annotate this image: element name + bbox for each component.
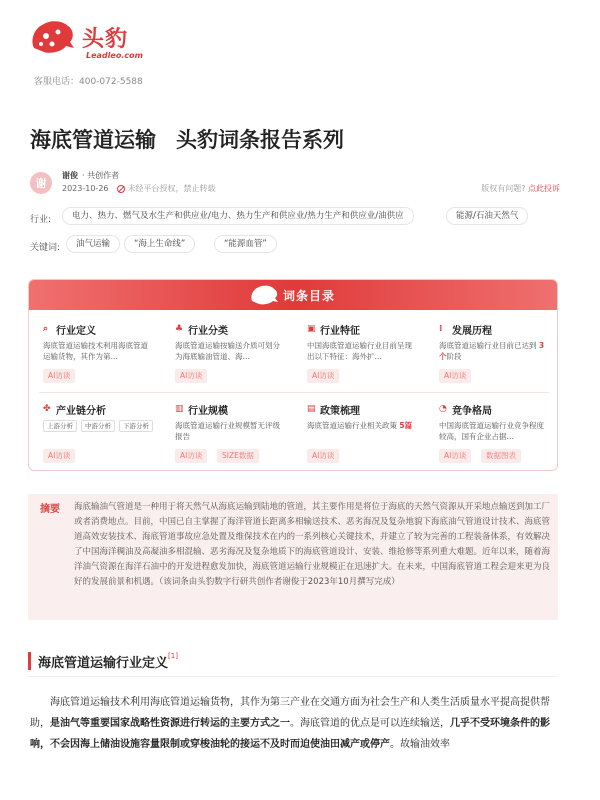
ai-interview-tag[interactable]: AI访谈 [175,449,207,463]
hierarchy-icon: ♣ [175,324,184,334]
meta-line [62,183,216,194]
search-doc-icon: ⌕ [43,324,49,334]
ai-interview-tag[interactable]: AI访谈 [307,369,339,383]
abstract-box [28,494,558,620]
industry-tag[interactable]: 电力、热力、燃气及水生产和供应业/电力、热力生产和供应业/热力生产和供应业/油供应 [62,207,414,225]
midstream-tag[interactable]: 中游分析 [81,420,115,432]
downstream-tag[interactable]: 下游分析 [119,420,153,432]
title-series: 头豹词条报告系列 [176,128,344,152]
brand-domain: Leadleo.com [86,51,143,60]
section-divider [28,676,558,677]
copyright-notice [481,183,560,194]
catalog-item-features[interactable]: ▣ 行业特征 中国海底管道运输行业目前呈现出以下特征：海外扩… AI访谈 [293,312,425,392]
ai-interview-tag[interactable]: AI访谈 [43,369,75,383]
grid-icon: ▣ [307,324,316,334]
industry-tag[interactable]: 能源/石油天然气 [446,207,528,225]
author-line [62,170,119,181]
page-title [30,124,364,154]
hotline-text: 客服电话：400-072-5588 [34,77,143,87]
industry-label: 行业: [30,215,52,225]
section-marker [28,652,31,670]
section-title: 海底管道运输行业定义[1] [38,652,178,671]
keywords-label: 关键词: [30,243,61,253]
upstream-tag[interactable]: 上游分析 [43,420,77,432]
leopard-logo-icon [28,18,76,58]
abstract-label: 摘要 [40,504,60,515]
leopard-catalog-icon [249,284,279,306]
catalog-item-scale[interactable]: ▥ 行业规模 海底管道运输行业规模暂无评级报告 AI访谈 SIZE数据 [161,392,293,471]
avatar: 谢 [30,172,52,194]
document-icon: ▤ [307,404,316,414]
pie-chart-icon: ◔ [439,404,447,414]
keyword-tag[interactable]: “海上生命线” [124,235,195,253]
catalog-item-definition[interactable]: ⌕ 行业定义 海底管道运输技术利用海底管道运输货物，其作为第… AI访谈 [29,312,161,392]
catalog-header [29,280,558,310]
reference-mark[interactable]: [1] [168,652,178,660]
keyword-tag[interactable]: “能源血管” [214,235,277,253]
catalog-panel [28,279,558,471]
copyright-question: 版权有问题? [481,184,526,193]
ai-interview-tag[interactable]: AI访谈 [175,369,207,383]
ai-interview-tag[interactable]: AI访谈 [439,369,471,383]
catalog-item-policy[interactable]: ▤ 政策梳理 海底管道运输行业相关政策 5篇 AI访谈 [293,392,425,471]
title-main: 海底管道运输 [30,128,156,152]
catalog-title: 词条目录 [283,289,336,303]
bar-chart-icon: ▥ [175,404,184,414]
ai-interview-tag[interactable]: AI访谈 [439,449,471,463]
size-data-tag[interactable]: SIZE数据 [217,449,259,463]
complaint-link[interactable]: 点此投诉 [528,184,560,193]
publish-date: 2023-10-26 [62,184,109,193]
keyword-tag[interactable]: 油气运输 [66,235,120,253]
ai-interview-tag[interactable]: AI访谈 [43,449,75,463]
timeline-icon: ⁞ [439,324,443,334]
author-name[interactable]: 谢俊 [62,171,78,180]
brand-name: 头豹 [82,27,129,52]
catalog-item-history[interactable]: ⁞ 发展历程 海底管道运输行业目前已达到 3个阶段 AI访谈 [425,312,557,392]
chain-icon: ✤ [43,404,51,414]
ai-interview-tag[interactable]: AI访谈 [307,449,339,463]
data-chart-tag[interactable]: 数据图表 [481,449,521,463]
forbidden-icon [117,185,125,193]
catalog-item-chain[interactable]: ✤ 产业链分析 上游分析 中游分析 下游分析 AI访谈 [29,392,161,471]
reprint-notice: 未经平台授权，禁止转载 [127,184,216,193]
abstract-text: 海底输油气管道是一种用于将天然气从海底运输到陆地的管道，其主要作用是将位于海底的天然气资源从开采地点输送到加工厂或者消费地点。目前，中国已自主掌握了海洋管道长距离多相输送技术、恶劣海况及复杂地貌下海底油气管道设计技术、海底管道高效安装技术、海底管道事故应急处置及维保技术在内的一系列核心关键技术，并建立了较为完善的工程装备体系，有效解决了中国海洋稠油及高凝油多相混输、恶劣海况及复杂地质下的海底管道设计、安装、维抢修等系列重大难题。近年以来，随着海洋油气资源在海洋石油中的开发进程愈发加快，海底管道运输行业规模正在迅速扩大。在未来，中国海底管道工程会迎来更为良好的发展前景和机遇。（该词条由头豹数字行研共创作者谢俊于2023年10月撰写完成） [74,502,551,587]
catalog-item-competition[interactable]: ◔ 竞争格局 中国海底管道运输行业竞争程度较高，国有企业占据… AI访谈 数据图表 [425,392,557,471]
author-role: · 共创作者 [82,171,120,180]
section-paragraph: 海底管道运输技术利用海底管道运输货物，其作为第三产业在交通方面为社会生产和人类生活质量水平提高提供帮助，是油气等重要国家战略性资源进行转运的主要方式之一。海底管道的优点是可以连续输送，几乎不受环境条件的影响，不会因海上储油设施容量限制或穿梭油轮的接运不及时而迫使油田减产或停产。故输油效率 [30,697,550,750]
catalog-item-classification[interactable]: ♣ 行业分类 海底管道运输按输送介质可划分为海底输油管道、海… AI访谈 [161,312,293,392]
